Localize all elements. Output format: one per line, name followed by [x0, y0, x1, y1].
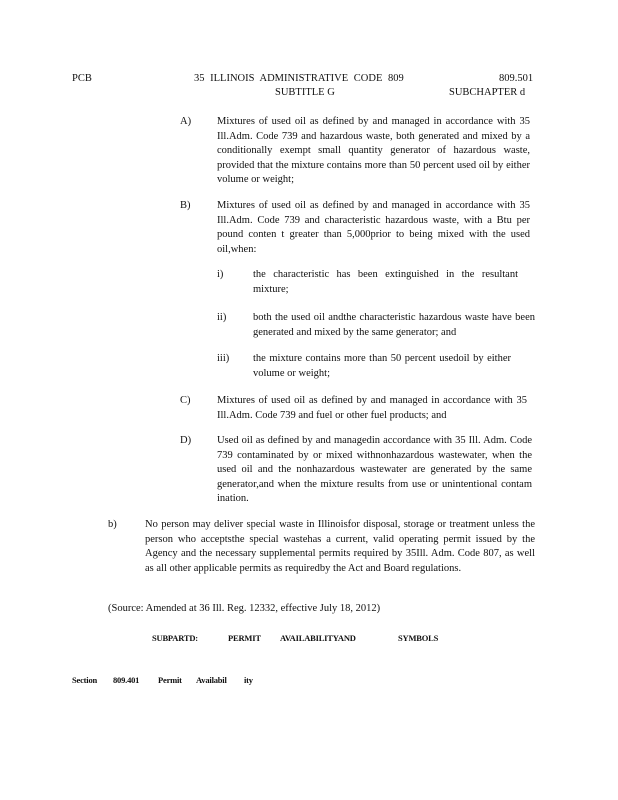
- section-title-word-2: Availabil: [196, 675, 227, 685]
- subpart-label: SUBPARTD:: [152, 633, 198, 643]
- source-note: (Source: Amended at 36 Ill. Reg. 12332, effective July 18, 2012): [108, 603, 381, 614]
- para-b-label: b): [108, 519, 117, 530]
- header-left: PCB: [72, 73, 92, 84]
- subitem-ii-label: ii): [217, 312, 227, 323]
- subitem-iii-label: iii): [217, 353, 230, 364]
- item-b-text: Mixtures of used oil as defined by and managed in accordance with 35 Ill.Adm. Code 739 and characteristic hazardous waste, with a Btu per pound conten t greater than 5,000prior to being mixed with the used oil,when:: [217, 200, 530, 255]
- header-subtitle: SUBTITLE G: [275, 87, 335, 98]
- header-section-number: 809.501: [499, 73, 534, 84]
- item-c-text: Mixtures of used oil as defined by and managed in accordance with 35 Ill.Adm. Code 739 and fuel or other fuel products; and: [217, 395, 527, 421]
- subitem-iii-text: the mixture contains more than 50 percent usedoil by either volume or weight;: [253, 353, 511, 379]
- section-number: 809.401: [113, 675, 140, 685]
- section-title-word-1: Permit: [158, 675, 182, 685]
- section-label: Section: [72, 675, 98, 685]
- item-c-label: C): [180, 395, 191, 406]
- header-code-title: 35 ILLINOIS ADMINISTRATIVE CODE 809: [194, 73, 404, 84]
- para-b-text: No person may deliver special waste in Illinoisfor disposal, storage or treatment unless the person who acceptsthe special wastehas a current, valid operating permit issued by the Agency and the necessary supplemental permits required by 35Ill. Adm. Code 807, as well as all other applicable permits as requiredby the Act and Board regulations.: [145, 519, 535, 574]
- subpart-title-word-3: SYMBOLS: [398, 633, 439, 643]
- item-d-text: Used oil as defined by and managedin accordance with 35 Ill. Adm. Code 739 contaminated by or mixed withnonhazardous wastewater, when the used oil and the nonhazardous wastewater are generated by the same generator,and when the mixture results from use or unintentional contam ination.: [217, 435, 532, 505]
- subitem-i-label: i): [217, 269, 224, 280]
- header-subchapter: SUBCHAPTER d: [449, 87, 526, 98]
- item-d-label: D): [180, 435, 192, 446]
- subpart-title-word-2: AVAILABILITYAND: [280, 633, 356, 643]
- subitem-ii-text: both the used oil andthe characteristic hazardous waste have been generated and mixed by the same generator; and: [253, 312, 535, 338]
- item-b-label: B): [180, 200, 191, 211]
- section-title-word-3: ity: [244, 675, 253, 685]
- item-a-text: Mixtures of used oil as defined by and managed in accordance with 35 Ill.Adm. Code 739 and hazardous waste, both generated and mixed by a conditionally exempt small quantity generator of hazardous waste, provided that the mixture contains more than 50 percent used oil by either volume or weight;: [217, 116, 530, 186]
- subpart-title-word-1: PERMIT: [228, 633, 261, 643]
- item-a-label: A): [180, 116, 192, 127]
- subitem-i-text: the characteristic has been extinguished in the resultant mixture;: [253, 269, 518, 295]
